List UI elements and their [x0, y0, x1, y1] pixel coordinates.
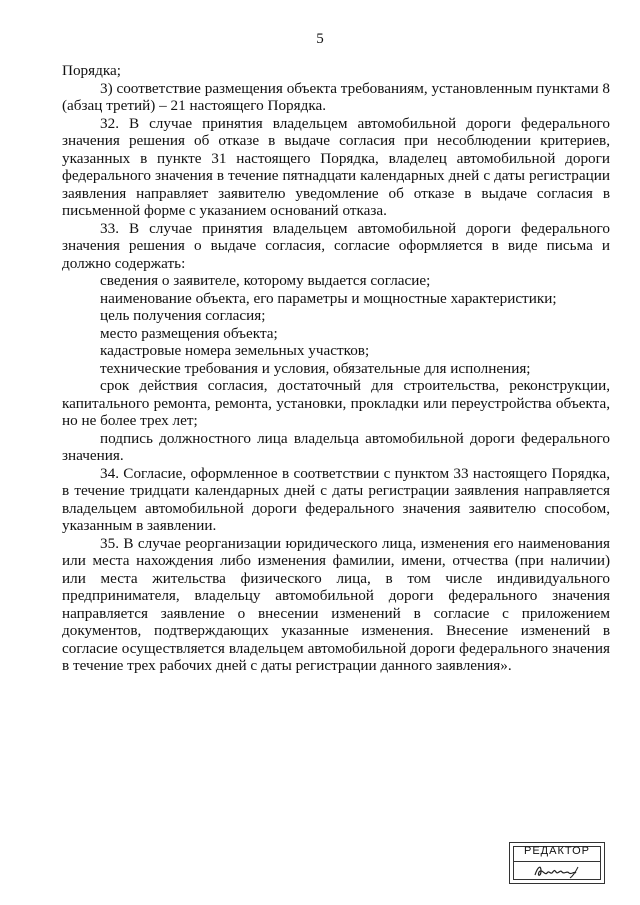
paragraph: место размещения объекта; [100, 324, 278, 342]
paragraph: технические требования и условия, обязательные для исполнения; [100, 359, 531, 377]
signature-icon [532, 862, 584, 880]
paragraph: 35. В случае реорганизации юридического лица, изменения его наименования или места нахождения либо изменения фамилии, имени, отчества (при наличии) или места жительства физического лица, в том числе индивидуального предпринимателя, владельцу автомобильной дороги федерального значения направляется заявление о внесении изменений в согласие с приложением документов, подтверждающих указанные изменения. Внесение изменений в согласие осуществляется владельцем автомобильной дороги федерального значения в течение трех рабочих дней с даты регистрации данного заявления». [62, 534, 610, 674]
paragraph: Порядка; [62, 62, 121, 79]
document-body [62, 62, 610, 675]
paragraph: кадастровые номера земельных участков; [100, 342, 370, 359]
paragraph: цель получения согласия; [100, 307, 266, 324]
paragraph: 33. В случае принятия владельцем автомобильной дороги федерального значения решения о выдаче согласия, согласие оформляется в виде письма и должно содержать: [62, 219, 610, 272]
paragraph: наименование объекта, его параметры и мощностные характеристики; [100, 289, 557, 307]
paragraph: 3) соответствие размещения объекта требованиям, установленным пунктами 8 (абзац третий) – 21 настоящего Порядка. [62, 79, 610, 114]
stamp-label: РЕДАКТОР [524, 845, 590, 857]
paragraph: срок действия согласия, достаточный для строительства, реконструкции, капитального ремонта, ремонта, установки, прокладки или переустройства объекта, но не более трех лет; [62, 377, 610, 429]
paragraph: 34. Согласие, оформленное в соответствии с пунктом 33 настоящего Порядка, в течение тридцати календарных дней с даты регистрации заявления направляется владельцем автомобильной дороги федерального значения заявителю способом, указанным в заявлении. [62, 464, 610, 534]
paragraph: 32. В случае принятия владельцем автомобильной дороги федерального значения решения об отказе в выдаче согласия при несоблюдении критериев, указанных в пункте 31 настоящего Порядка, владелец автомобильной дороги федерального значения в течение пятнадцати календарных дней с даты регистрации заявления направляет заявителю уведомление об отказе в выдаче согласия в письменной форме с указанием оснований отказа. [62, 114, 610, 219]
editor-stamp [509, 842, 605, 884]
page-number: 5 [316, 31, 324, 47]
paragraph: сведения о заявителе, которому выдается согласие; [100, 272, 431, 289]
paragraph: подпись должностного лица владельца автомобильной дороги федерального значения. [62, 429, 610, 464]
